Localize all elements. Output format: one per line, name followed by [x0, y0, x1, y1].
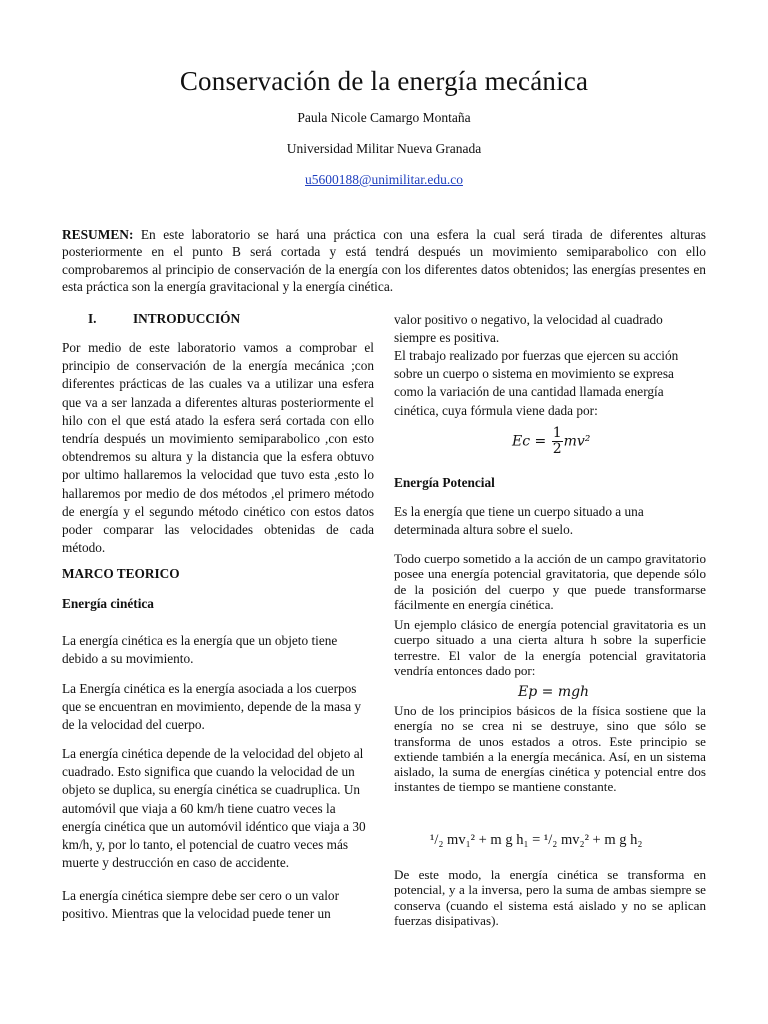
conservation-paragraph: Uno de los principios básicos de la física sostiene que la energía no se crea ni se destruye, sino que sólo se transforma de unos estados a otros. Este principio se extiende también a la energía mecánica. Así, en un sistema aislado, la suma de energías cinética y potencial entre dos instantes de tiempo se mantiene constante. [394, 703, 706, 795]
marco-teorico-heading: MARCO TEORICO [62, 566, 180, 581]
fraction-denominator: 2 [552, 441, 562, 457]
conclusion-paragraph: De este modo, la energía cinética se transforma en potencial, y a la inversa, pero la suma de ambas siempre se conserva (cuando el sistema está aislado y no se aplican fuerzas disipativas). [394, 867, 706, 928]
author-name: Paula Nicole Camargo Montaña [297, 110, 471, 125]
ec-paragraph-3: La energía cinética depende de la velocidad del objeto al cuadrado. Esto significa que cuando la velocidad de un objeto se duplica, su energía cinética se cuadruplica. Un automóvil que viaja a 60 km/h tiene cuatro veces la energía cinética que un automóvil idéntico que viaja a 30 km/h, y, por lo tanto, el potencial de cuatro veces más muerte y destrucción en caso de accidente. [62, 746, 366, 871]
abstract [62, 226, 706, 296]
energia-cinetica-heading: Energía cinética [62, 596, 154, 611]
energia-potencial-heading: Energía Potencial [394, 475, 495, 490]
intro-paragraph: Por medio de este laboratorio vamos a comprobar el principio de conservación de la energía mecánica ;con diferentes prácticas de las cuales va a utilizar una esfera que va a ser lanzada a diferentes alturas posteriormente el hilo con el que está atado la esfera será cortada con ello tendría después un movimiento semiparabolico ,con esto obtendremos su altura y la distancia que la esfera obtuvo por ultimo hallaremos la velocidad que tuvo esta ,esto lo hallaremos por medio de dos métodos ,el primero método de energía y el segundo método cinético con estos datos poder comparar las velocidades obtenidas de cada método. [62, 340, 374, 556]
abstract-label: RESUMEN: [62, 227, 134, 242]
intro-heading: INTRODUCCIÓN [133, 311, 241, 326]
ec-paragraph-1: La energía cinética es la energía que un objeto tiene debido a su movimiento. [62, 633, 338, 667]
abstract-text: En este laboratorio se hará una práctica con una esfera la cual será tirada de diferentes alturas posteriormente en el punto B será cortada y está tendrá después un movimiento semiparabolico con ello comprobaremos al principio de conservación de la energía con los diferentes datos obtenidos; las energías presentes en esta práctica son la energía gravitacional y la energía cinética. [62, 227, 706, 295]
affiliation: Universidad Militar Nueva Granada [286, 141, 482, 156]
one-half-fraction [552, 426, 563, 457]
ec-continuation: valor positivo o negativo, la velocidad al cuadrado siempre es positiva. [394, 312, 663, 346]
kinetic-energy-formula [512, 426, 590, 457]
intro-number: I. [88, 311, 97, 326]
fraction-numerator: 1 [552, 425, 562, 441]
ep-paragraph-1: Es la energía que tiene un cuerpo situado a una determinada altura sobre el suelo. [394, 504, 644, 538]
ep-paragraph-2: Todo cuerpo sometido a la acción de un campo gravitatorio posee una energía potencial gravitatoria, que depende sólo de la posición del cuerpo y que puede transformarse fácilmente en energía cinética. [394, 551, 706, 612]
ec-lhs: Ec = [512, 433, 547, 450]
ec-paragraph-4: La energía cinética siempre debe ser cero o un valor positivo. Mientras que la velocidad puede tener un [62, 888, 340, 922]
trabajo-paragraph: El trabajo realizado por fuerzas que ejercen su acción sobre un cuerpo o sistema en movimiento se expresa como la variación de una cantidad llamada energía cinética, cuya fórmula viene dada por: [394, 348, 679, 418]
ep-paragraph-3: Un ejemplo clásico de energía potencial gravitatoria es un cuerpo situado a una cierta altura h sobre la superficie terrestre. El valor de la energía potencial gravitatoria vendría entonces dado por: [394, 617, 706, 678]
email-link[interactable]: u5600188@unimilitar.edu.co [305, 172, 463, 187]
potential-energy-formula: Ep = mgh [518, 684, 590, 700]
paper-title: Conservación de la energía mecánica [179, 66, 589, 96]
ec-rhs: mv² [563, 433, 591, 450]
conservation-formula: ¹/₂ mv₁² + m g h₁ = ¹/₂ mv₂² + m g h₂ [430, 832, 643, 848]
ec-paragraph-2: La Energía cinética es la energía asociada a los cuerpos que se encuentran en movimiento, depende de la masa y de la velocidad del cuerpo. [62, 681, 362, 733]
